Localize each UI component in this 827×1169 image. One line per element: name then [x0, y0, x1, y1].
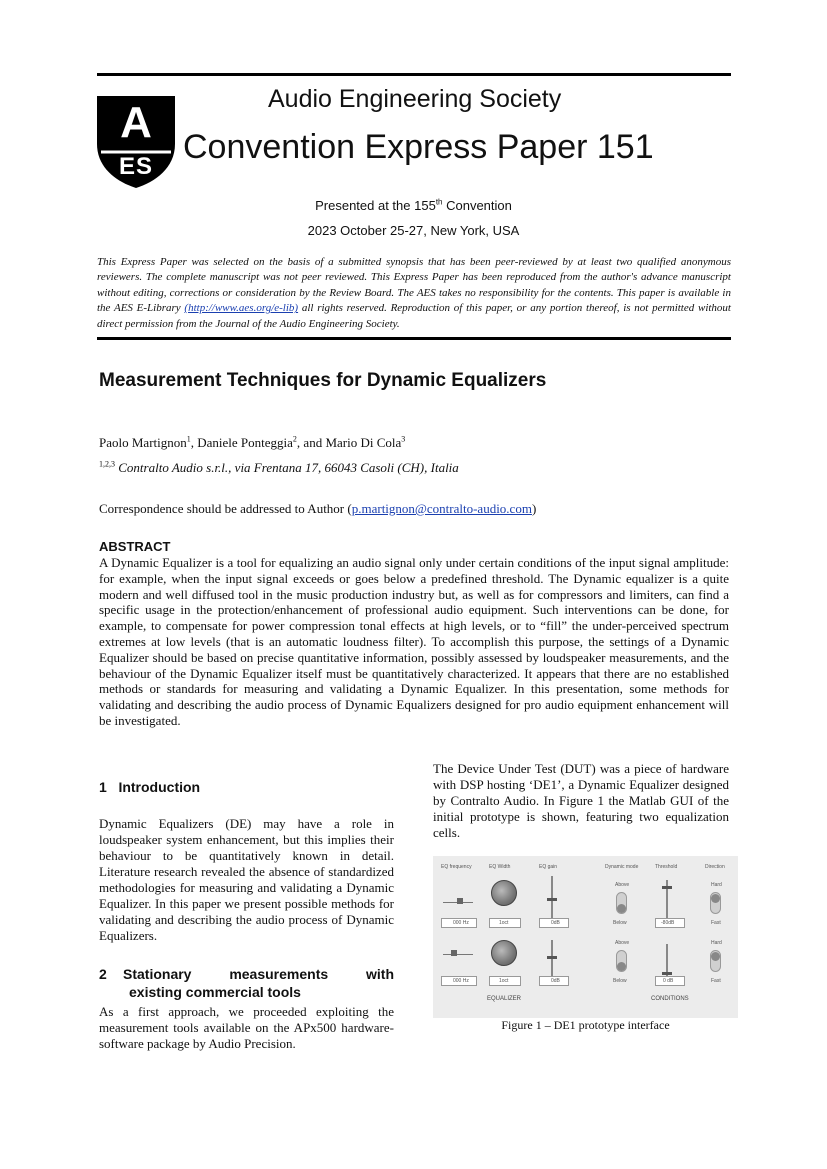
gui-label-eq-gain: EQ gain — [539, 864, 558, 870]
header-bottom-rule — [97, 337, 731, 340]
aes-logo — [97, 96, 175, 188]
intro-heading: 1 Introduction — [99, 779, 201, 795]
gui-width-knob-1[interactable] — [491, 880, 517, 906]
gui-gain-value-1: 0dB — [551, 920, 560, 926]
logo-letter-a: A — [120, 98, 152, 147]
correspondence: Correspondence should be addressed to Author (p.martignon@contralto-audio.com) — [99, 501, 537, 516]
gui-direction-value-2: Fast — [711, 978, 721, 984]
gui-width-knob-2[interactable] — [491, 940, 517, 966]
gui-gain-value-2: 0dB — [551, 978, 560, 984]
society-name: Audio Engineering Society — [268, 85, 562, 113]
gui-width-value-2: 1oct — [499, 978, 509, 984]
gui-freq-value-1: 000 Hz — [453, 920, 469, 926]
right-column-text: The Device Under Test (DUT) was a piece of hardware with DSP hosting ‘DE1’, a Dynamic Equalizer designed by Contralto Audio. In Figure 1 the Matlab GUI of the initial prototype is shown, featuring two equalization cells. — [433, 761, 729, 840]
gui-freq-value-2: 000 Hz — [453, 978, 469, 984]
gui-freq-slider-2[interactable] — [443, 954, 473, 955]
gui-group-conditions: CONDITIONS — [651, 996, 689, 1002]
gui-direction-value-1: Fast — [711, 920, 721, 926]
paper-type: Convention Express Paper 151 — [183, 128, 654, 166]
section2-heading-line2: existing commercial tools — [129, 984, 301, 1000]
affiliation: $^{1,2,3}$ Contralto Audio s.r.l., via Frentana 17, 66043 Casoli (CH), Italia — [99, 459, 459, 475]
paper-title: Measurement Techniques for Dynamic Equalizers — [99, 370, 547, 391]
gui-direction-label-1: Hard — [711, 882, 722, 888]
gui-mode-value-2: Below — [613, 978, 627, 984]
gui-width-value-1: 1oct — [499, 920, 509, 926]
authors: Paolo Martignon$^1$, Daniele Ponteggia$^2$, and Mario Di Cola$^3$ — [99, 434, 406, 450]
gui-freq-thumb-2[interactable] — [451, 950, 457, 956]
gui-mode-value-1: Below — [613, 920, 627, 926]
abstract-heading: ABSTRACT — [99, 539, 171, 554]
gui-freq-thumb-1[interactable] — [457, 898, 463, 904]
gui-label-dynamic-mode: Dynamic mode — [605, 864, 639, 870]
gui-direction-label-2: Hard — [711, 940, 722, 946]
correspondence-email-link[interactable]: p.martignon@contralto-audio.com — [351, 501, 532, 516]
abstract-text: A Dynamic Equalizer is a tool for equalizing an audio signal only under certain conditions of the input signal amplitude: for example, when the input signal exceeds or goes below a predefined threshold. The Dynamic equalizer is a quite modern and well diffused tool in the music production industry but, as well as for compressors and limiters, can find a specific usage in the protection/enhancement of professional audio equipment. Such interventions can be done, for example, to compensate for power compression tonal effects at high levels, or to “fill” the under-perceived spectrum extremes at low levels (that is an automatic loudness filter). To accomplish this purpose, the settings of a Dynamic Equalizer should be based on precise quantitative information, possibly assessed by loudspeaker measurements, and the behaviour of the Dynamic Equalizer itself must be quantitatively characterized. It appears that there are no established methods or standards for measuring and validating a Dynamic Equalizer. In this presentation, some methods for validating and describing the audio process of Dynamic Equalizers designed for pro audio equipment enhancement will be investigated. — [99, 555, 729, 728]
section2-heading-line1: 2 Stationary measurements with — [99, 966, 394, 982]
gui-gain-slider-2[interactable] — [551, 940, 553, 980]
gui-mode-toggle-2[interactable] — [616, 950, 627, 972]
presented-at: Presented at the 155th Convention — [315, 197, 512, 213]
gui-label-threshold: Threshold — [655, 864, 678, 870]
gui-mode-label-2: Above — [615, 940, 630, 946]
gui-label-eq-frequency: EQ frequency — [441, 864, 472, 870]
intro-text: Dynamic Equalizers (DE) may have a role in loudspeaker system enhancement, but this implies their behaviour to be quantitatively known in detail. Literature research revealed the absence of standardized methodologies for measuring and validating a Dynamic Equalizer. In this paper we present possible methods for validating and describing the audio process of Dynamic Equalizers. — [99, 816, 394, 943]
logo-letters-es: ES — [118, 153, 153, 180]
gui-threshold-thumb-2[interactable] — [662, 972, 672, 975]
gui-group-equalizer: EQUALIZER — [487, 996, 522, 1002]
gui-threshold-value-1: -80dB — [661, 920, 675, 926]
disclaimer: This Express Paper was selected on the basis of a submitted synopsis that has been peer-reviewed by at least two qualified anonymous reviewers. The complete manuscript was not peer reviewed. This Express Paper has been reproduced from the author's advance manuscript without editing, corrections or consideration by the Review Board. The AES takes no responsibility for the contents. This paper is available in the AES E-Library (http://www.aes.org/e-lib) all rights reserved. Reproduction of this paper, or any portion thereof, is not permitted without direct permission from the Journal of the Audio Engineering Society. — [97, 256, 731, 330]
figure-caption: Figure 1 – DE1 prototype interface — [501, 1018, 670, 1032]
gui-gain-thumb-2[interactable] — [547, 956, 557, 959]
gui-direction-toggle-1[interactable] — [710, 892, 721, 914]
gui-threshold-thumb-1[interactable] — [662, 886, 672, 889]
figure-1-gui — [433, 856, 738, 1018]
gui-direction-toggle-2[interactable] — [710, 950, 721, 972]
gui-mode-label-1: Above — [615, 882, 630, 888]
gui-mode-toggle-1[interactable] — [616, 892, 627, 914]
convention-dates: 2023 October 25-27, New York, USA — [307, 223, 520, 238]
elibrary-link[interactable]: (http://www.aes.org/e-lib) — [184, 302, 299, 315]
gui-label-eq-width: EQ Width — [489, 864, 511, 870]
gui-gain-thumb-1[interactable] — [547, 898, 557, 901]
gui-label-direction: Direction — [705, 864, 725, 870]
top-rule — [97, 73, 731, 76]
section2-text: As a first approach, we proceeded exploiting the measurement tools available on the APx500 hardware-software package by Audio Precision. — [99, 1004, 394, 1051]
gui-threshold-value-2: 0 dB — [663, 978, 674, 984]
